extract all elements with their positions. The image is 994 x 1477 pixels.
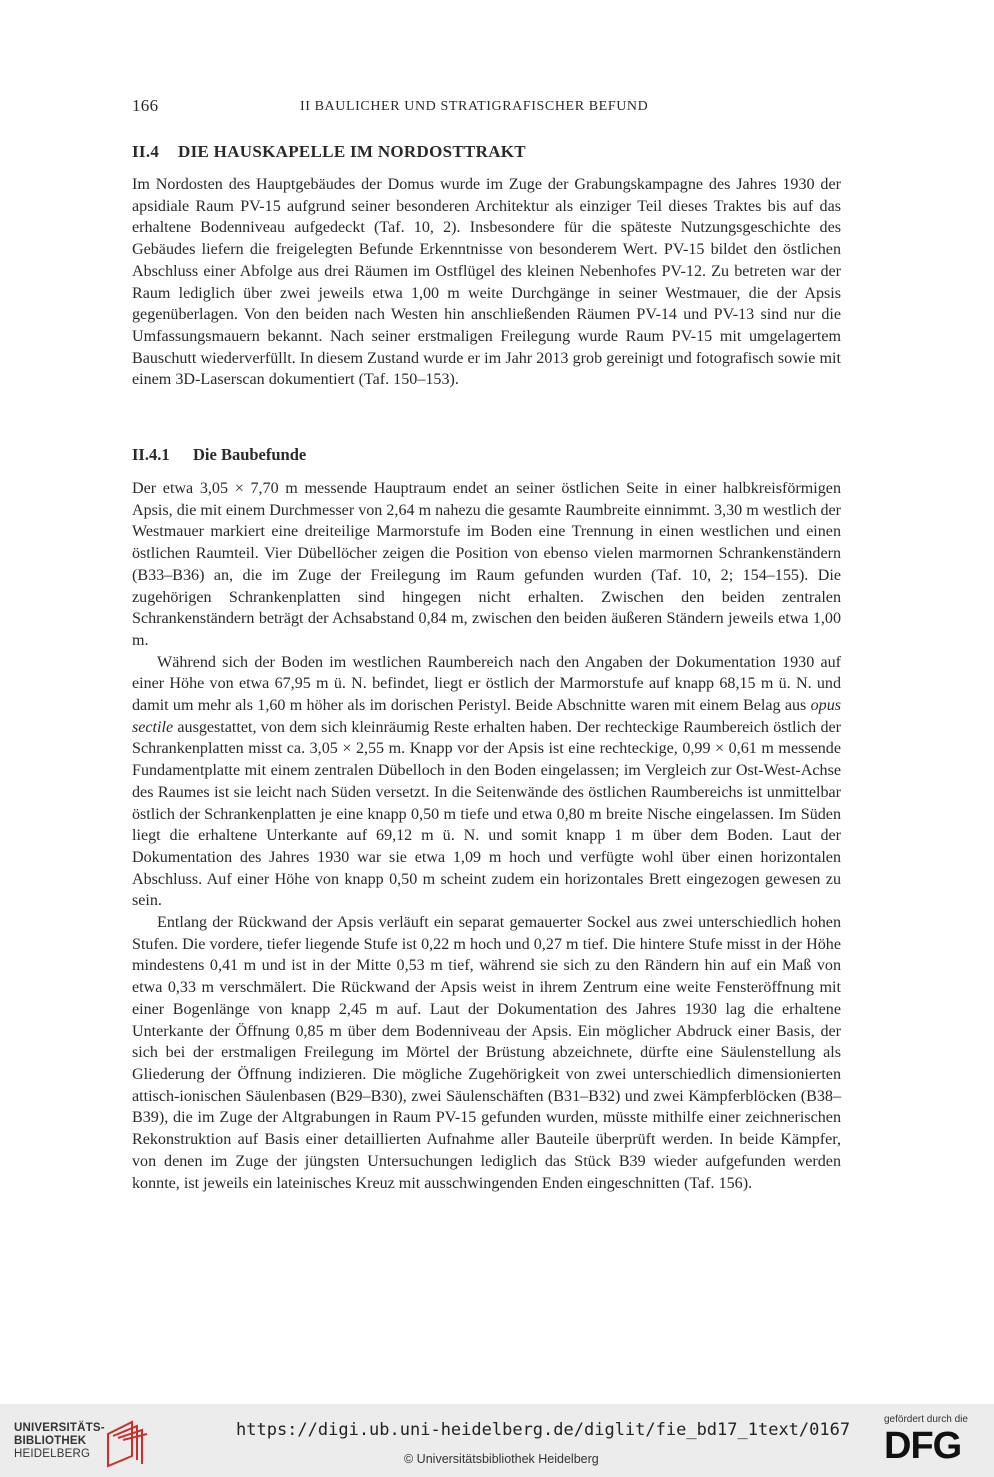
subsection-title: Die Baubefunde — [193, 445, 307, 464]
intro-paragraph: Im Nordosten des Hauptgebäudes der Domus wurde im Zuge der Grabungskampagne des Jahres 1930 der apsidiale Raum PV-15 aufgrund seiner besonderen Architektur als einziger Teil dieses Traktes bis auf das erhaltene Bodenniveau aufgedeckt (Taf. 10, 2). Insbesondere für die späteste Nutzungsgeschichte des Gebäudes liefern die freigelegten Befunde Erkenntnisse von besonderem Wert. PV-15 bildet den östlichen Abschluss einer Abfolge aus drei Räumen im Ostflügel des kleinen Nebenhofes PV-12. Zu betreten war der Raum lediglich über zwei jeweils etwa 1,00 m weite Durchgänge in seiner Westmauer, die der Apsis gegenüberlagen. Von den beiden nach Westen hin anschließenden Räumen PV-14 und PV-13 sind nur die Umfassungsmauern bekannt. Nach seiner erstmaligen Freilegung wurde Raum PV-15 mit umgelagertem Bauschutt wiederverfüllt. In diesem Zustand wurde er im Jahr 2013 grob gereinigt und fotografisch sowie mit einem 3D-Laserscan dokumentiert (Taf. 150–153). — [132, 176, 841, 389]
paragraph-2 — [132, 652, 841, 912]
paragraph-2-part-2: ausgestattet, von dem sich kleinräumig Reste erhalten haben. Der rechteckige Raumbereich östlich der Schrankenplatten misst ca. 3,05 × 2,55 m. Knapp vor der Apsis ist eine rechteckige, 0,99 × 0,61 m messende Fundamentplatte mit einem zentralen Dübelloch in den Boden eingelassen; im Vergleich zur Ost-West-Achse des Raumes ist sie leicht nach Süden versetzt. In die Seitenwände des östlichen Raumbereichs ist unmittelbar östlich der Schrankenplatten je eine knapp 0,50 m tiefe und etwa 0,80 m breite Nische eingelassen. Im Süden liegt die erhaltene Unterkante auf 69,12 m ü. N. und somit knapp 1 m über dem Boden. Laut der Dokumentation des Jahres 1930 war sie etwa 1,09 m hoch und verfügte wohl über einen horizontalen Abschluss. Auf einer Höhe von knapp 0,50 m scheint zudem ein horizontales Brett eingezogen gewesen zu sein. — [132, 718, 841, 910]
copyright-notice: © Universitätsbibliothek Heidelberg — [404, 1452, 599, 1466]
running-head: II BAULICHER UND STRATIGRAFISCHER BEFUND — [300, 99, 649, 114]
section-number: II.4 — [132, 142, 160, 161]
paragraph-2-italic-term: opus sectile — [132, 697, 841, 736]
section-heading — [132, 142, 526, 162]
section-title: DIE HAUSKAPELLE IM NORDOSTTRAKT — [178, 142, 526, 161]
dfg-logo-icon: DFG — [884, 1425, 962, 1467]
paragraph-2-part-1: Während sich der Boden im westlichen Raumbereich nach den Angaben der Dokumentation 1930 auf einer Höhe von etwa 67,95 m ü. N. befindet, liegt er östlich der Marmorstufe auf knapp 68,15 m ü. N. und damit um mehr als 1,60 m höher als im dorischen Peristyl. Beide Abschnitte waren mit einem Belag aus — [132, 653, 841, 715]
library-logo-line-1: UNIVERSITÄTS- — [14, 1422, 105, 1434]
page-number: 166 — [132, 96, 159, 115]
paragraph-3: Entlang der Rückwand der Apsis verläuft ein separat gemauerter Sockel aus zwei unterschiedlich hohen Stufen. Die vordere, tiefer liegende Stufe ist 0,22 m hoch und 0,27 m tief. Die hintere Stufe misst in der Höhe mindestens 0,41 m und ist in der Mitte 0,53 m tief, während sie sich zu den Rändern hin auf ein Maß von etwa 0,33 m verschmälert. Die Rückwand der Apsis weist in ihrem Zentrum eine weite Fensteröffnung mit einer Bogenlänge von knapp 2,45 m auf. Laut der Dokumentation des Jahres 1930 lag die erhaltene Unterkante der Öffnung 0,85 m über dem Bodenniveau der Apsis. Ein möglicher Abdruck einer Basis, der sich bei der erstmaligen Freilegung im Mörtel der Brüstung abzeichnete, dürfte eine Säulenstellung als Gliederung der Öffnung indizieren. Die mögliche Zugehörigkeit von zwei unterschiedlich dimensionierten attisch-ionischen Säulenbasen (B29–B30), zwei Säulenschäften (B31–B32) und zwei Kämpferblöcken (B38–B39), die im Zuge der Altgrabungen in Raum PV-15 gefunden wurden, müsste mithilfe einer zeichnerischen Rekonstruktion auf Basis einer detaillierten Aufnahme aller Bauteile überprüft werden. In beide Kämpfer, von denen im Zuge der jüngsten Untersuchungen lediglich das Stück B39 wieder aufgefunden werden konnte, ist jeweils ein lateinisches Kreuz mit ausschwingenden Enden eingeschnitten (Taf. 156). — [132, 914, 841, 1192]
library-book-icon — [102, 1418, 150, 1468]
library-logo-text — [14, 1422, 105, 1461]
subsection-number: II.4.1 — [132, 445, 170, 464]
funding-logo[interactable] — [884, 1414, 984, 1465]
library-logo-line-2: BIBLIOTHEK — [14, 1435, 87, 1447]
body-text — [132, 478, 841, 1194]
library-logo[interactable] — [14, 1418, 144, 1468]
funding-caption: gefördert durch die — [884, 1414, 968, 1425]
permalink-url[interactable]: https://digi.ub.uni-heidelberg.de/diglit/fie_bd17_1text/0167 — [236, 1420, 851, 1440]
intro-text — [132, 174, 841, 391]
footer-bar — [0, 1404, 994, 1477]
subsection-heading — [132, 445, 306, 465]
library-logo-line-3: HEIDELBERG — [14, 1448, 91, 1460]
paragraph-1: Der etwa 3,05 × 7,70 m messende Hauptraum endet an seiner östlichen Seite in einer halbkreisförmigen Apsis, die mit einem Durchmesser von 2,64 m nahezu die gesamte Raumbreite einnimmt. 3,30 m westlich der Westmauer markiert eine dreiteilige Marmorstufe im Boden eine Trennung in einen westlichen und einen östlichen Raumteil. Vier Dübellöcher zeigen die Position von ebenso vielen marmornen Schrankenständern (B33–B36) an, die im Zuge der Freilegung im Raum gefunden wurden (Taf. 10, 2; 154–155). Die zugehörigen Schrankenplatten sind hingegen nicht erhalten. Zwischen den beiden zentralen Schrankenständern beträgt der Achsabstand 0,84 m, zwischen den beiden äußeren Ständern jeweils etwa 1,00 m. — [132, 480, 841, 649]
